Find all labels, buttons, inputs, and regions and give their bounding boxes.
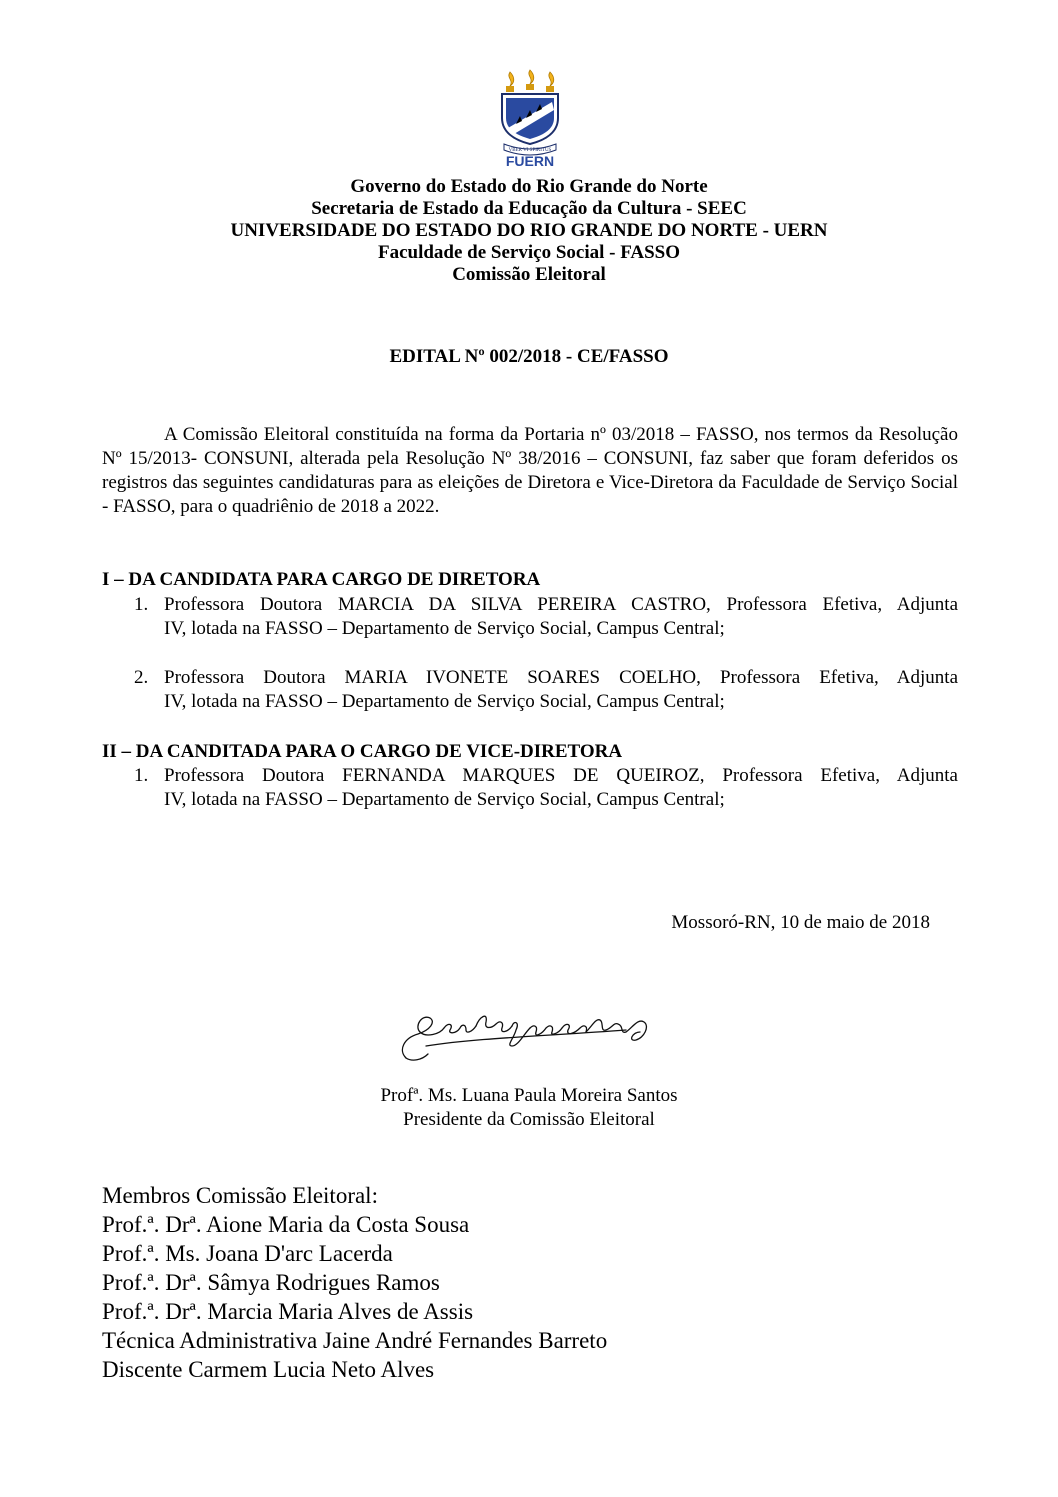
place-date: Mossoró-RN, 10 de maio de 2018 [671,912,930,933]
header-line-faculty: Faculdade de Serviço Social - FASSO [377,242,681,263]
signer-name: Profª. Ms. Luana Paula Moreira Santos [380,1085,678,1106]
header-line-secretariat: Secretaria de Estado da Educação da Cultura - SEEC [311,198,747,219]
member-item: Prof.ª. Drª. Sâmya Rodrigues Ramos [102,1270,440,1295]
list-item [102,666,958,714]
list-item-line: IV, lotada na FASSO – Departamento de Serviço Social, Campus Central; [164,789,725,810]
list-item-number: 1. [134,594,149,615]
list-item-line: IV, lotada na FASSO – Departamento de Serviço Social, Campus Central; [164,618,725,639]
members-title: Membros Comissão Eleitoral: [102,1183,378,1208]
list-item-line: Professora Doutora FERNANDA MARQUES DE QUEIROZ, Professora Efetiva, Adjunta [164,765,958,786]
list-item-line: Professora Doutora MARIA IVONETE SOARES COELHO, Professora Efetiva, Adjunta [164,667,958,688]
institution-header [0,176,1058,286]
header-line-government: Governo do Estado do Rio Grande do Norte [350,176,708,197]
list-item-number: 2. [134,667,149,688]
fuern-logo [494,68,566,168]
header-line-commission: Comissão Eleitoral [452,264,606,285]
header-line-university: UNIVERSIDADE DO ESTADO DO RIO GRANDE DO NORTE - UERN [230,220,828,241]
svg-text:FUERN: FUERN [505,153,555,168]
member-item: Prof.ª. Ms. Joana D'arc Lacerda [102,1241,393,1266]
list-item-number: 1. [134,765,149,786]
section-director-heading: I – DA CANDIDATA PARA CARGO DE DIRETORA [102,569,541,590]
intro-text: A Comissão Eleitoral constituída na forma da Portaria nº 03/2018 – FASSO, nos termos da Resolução Nº 15/2013- CONSUNI, alterada pela Resolução Nº 38/2016 – CONSUNI, faz saber que foram deferidos os registros das seguintes candidaturas para as eleições de Diretora e Vice-Diretora da Faculdade de Serviço Social - FASSO, para o quadriênio de 2018 a 2022. [102,424,958,517]
edital-title: EDITAL Nº 002/2018 - CE/FASSO [389,346,669,367]
list-item-line: IV, lotada na FASSO – Departamento de Serviço Social, Campus Central; [164,691,725,712]
handwritten-signature [396,998,658,1070]
member-item: Prof.ª. Drª. Marcia Maria Alves de Assis [102,1299,474,1324]
member-item: Técnica Administrativa Jaine André Fernandes Barreto [102,1328,608,1353]
commission-members [102,1181,607,1384]
list-item [102,593,958,641]
member-item: Prof.ª. Drª. Aione Maria da Costa Sousa [102,1212,470,1237]
member-item: Discente Carmem Lucia Neto Alves [102,1357,435,1382]
list-item-line: Professora Doutora MARCIA DA SILVA PEREIRA CASTRO, Professora Efetiva, Adjunta [164,594,958,615]
svg-text:VBER VI SPIRITUS: VBER VI SPIRITUS [508,148,552,153]
fuern-crest-icon [494,68,566,168]
list-item [102,764,958,812]
signer-block [300,1084,758,1132]
intro-paragraph [102,423,958,519]
signer-role: Presidente da Comissão Eleitoral [403,1109,655,1130]
section-vice-director-heading: II – DA CANDITADA PARA O CARGO DE VICE-DIRETORA [102,741,623,762]
